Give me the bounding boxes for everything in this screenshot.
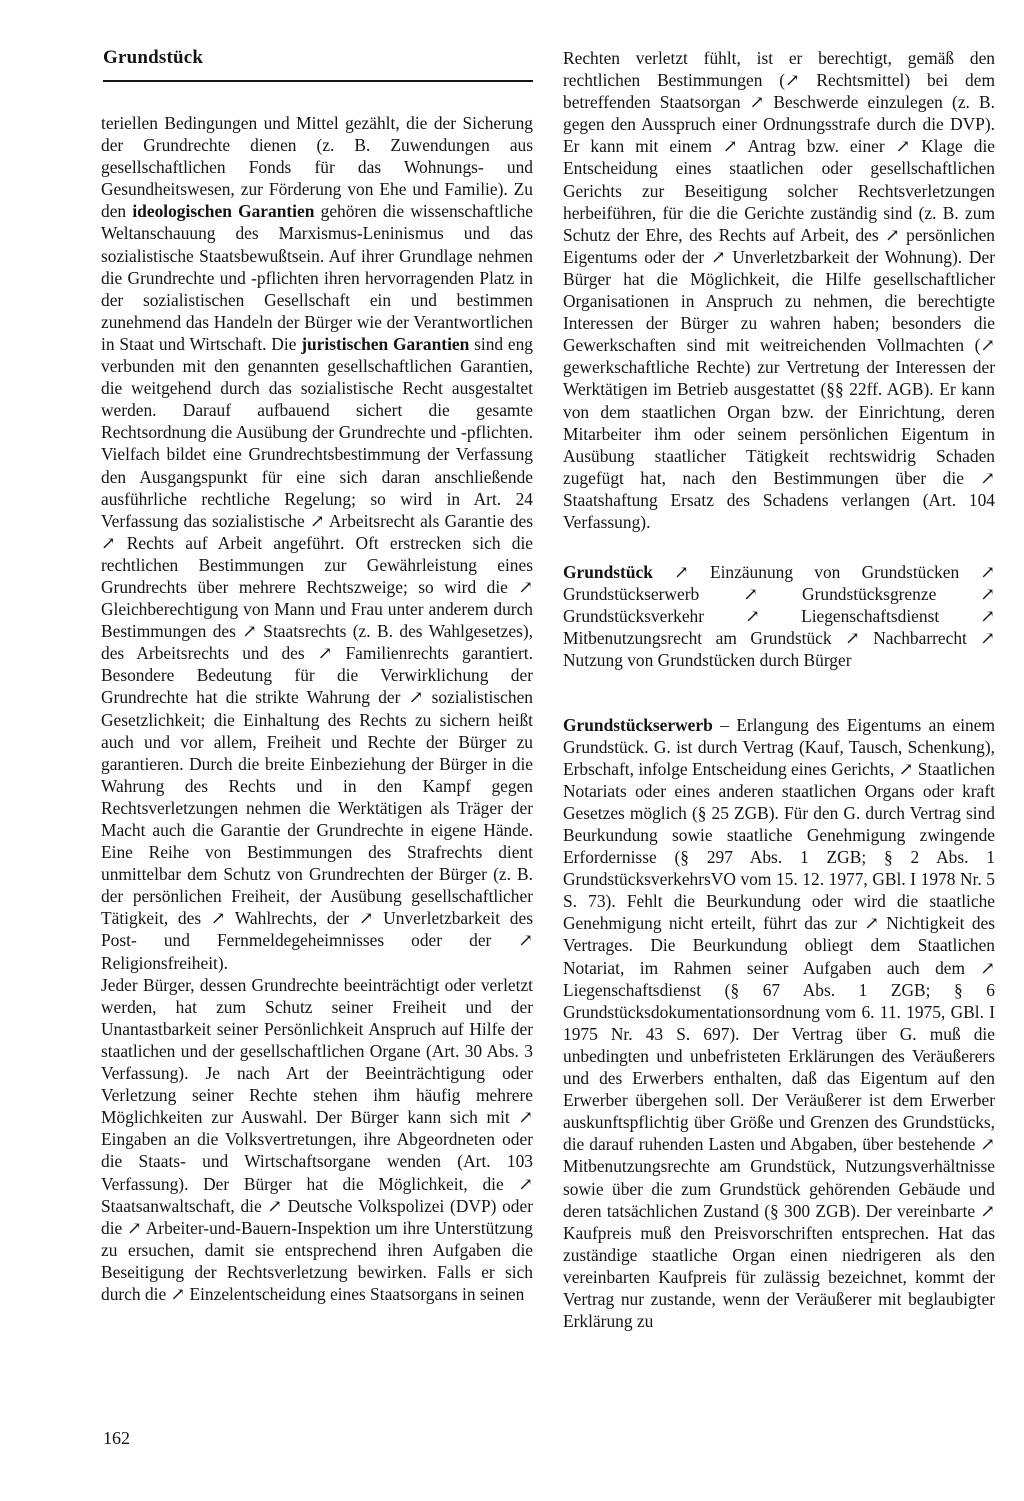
left-column: [101, 112, 533, 1305]
spacer: [563, 672, 995, 714]
paragraph-citizen-rights: Jeder Bürger, dessen Grundrechte beeinträchtigt oder verletzt werden, hat zum Schutz seiner Freiheit und der Unantastbarkeit seiner Persönlichkeit Anspruch auf Hilfe der staatlichen und der gesellschaftlichen Organe (Art. 30 Abs. 3 Verfassung). Je nach Art der Beeinträchtigung oder Verletzung seiner Rechte stehen ihm häufig mehrere Möglichkeiten zur Auswahl. Der Bürger kann sich mit ↗ Eingaben an die Volksvertretungen, ihre Abgeordneten oder die Staats- und Wirtschaftsorgane wenden (Art. 103 Verfassung). Der Bürger hat die Möglichkeit, die ↗ Staatsanwaltschaft, die ↗ Deutsche Volkspolizei (DVP) oder die ↗ Arbeiter-und-Bauern-Inspektion um ihre Unterstützung zu ersuchen, damit sie entsprechend ihren Aufgaben die Beseitigung der Rechtsverletzung bewirken. Falls er sich durch die ↗ Einzelentscheidung eines Staatsorgans in seinen: [101, 974, 533, 1304]
text-run: gehören die wissenschaftliche Weltanschauung des Marxismus-Leninismus und das sozialistische Staatsbewußtsein. Auf ihrer Grundlage nehmen die Grundrechte und -pflichten ihren hervorragenden Platz in der sozialistischen Gesellschaft ein und bestimmen zunehmend das Handeln der Bürger wie der Verantwortlichen in Staat und Wirtschaft. Die: [101, 201, 533, 354]
text-run: sind eng verbunden mit den genannten gesellschaftlichen Garantien, die weitgehend durch das sozialistische Recht ausgestaltet werden. Darauf aufbauend sichert die gesamte Rechtsordnung die Ausübung der Grundrechte und -pflichten. Vielfach bildet eine Grundrechtsbestimmung der Verfassung den Ausgangspunkt für eine sich daran anschließende ausführliche rechtliche Regelung; so wird in Art. 24 Verfassung das sozialistische ↗ Arbeitsrecht als Garantie des ↗ Rechts auf Arbeit angeführt. Oft erstrecken sich die rechtlichen Bestimmungen zur Gewährleistung eines Grundrechts über mehrere Rechtszweige; so wird die ↗ Gleichberechtigung von Mann und Frau unter anderem durch Bestimmungen des ↗ Staatsrechts (z. B. des Wahlgesetzes), des Arbeitsrechts und des ↗ Familienrechts garantiert. Besondere Bedeutung für die Verwirklichung der Grundrechte hat die strikte Wahrung der ↗ sozialistischen Gesetzlichkeit; die Einhaltung des Rechts zu sichern heißt auch und vor allem, Freiheit und Rechte der Bürger zu garantieren. Durch die breite Einbeziehung der Bürger in die Wahrung des Rechts und in den Kampf gegen Rechtsverletzungen nehmen die Werktätigen als Träger der Macht auch die Garantie der Grundrechte in eigene Hände. Eine Reihe von Bestimmungen des Strafrechts dient unmittelbar dem Schutz von Grundrechten der Bürger (z. B. der persönlichen Freiheit, der Ausübung gesellschaftlicher Tätigkeit, des ↗ Wahlrechts, der ↗ Unverletzbarkeit des Post- und Fernmeldegeheimnisses oder der ↗ Religionsfreiheit).: [101, 333, 533, 973]
running-header: Grundstück: [103, 47, 204, 68]
entry-headword: Grundstückserwerb: [563, 714, 713, 735]
entry-grundstueck: [563, 561, 995, 671]
page-number: 162: [103, 1428, 130, 1448]
paragraph-continuation: Rechten verletzt fühlt, ist er berechtigt, gemäß den rechtlichen Bestimmungen (↗ Rechtsmittel) bei dem betreffenden Staatsorgan ↗ Beschwerde einzulegen (z. B. gegen den Ausspruch einer Ordnungsstrafe durch die DVP). Er kann mit einem ↗ Antrag bzw. einer ↗ Klage die Entscheidung eines staatlichen oder gesellschaftlichen Gerichts zur Beseitigung solcher Rechtsverletzungen herbeiführen, für die die Gerichte zuständig sind (z. B. zum Schutz der Ehre, des Rechts auf Arbeit, des ↗ persönlichen Eigentums oder der ↗ Unverletzbarkeit der Wohnung). Der Bürger hat die Möglichkeit, die Hilfe gesellschaftlicher Organisationen in Anspruch zu nehmen, die berechtigte Interessen der Bürger zu wahren haben; besonders die Gewerkschaften sind mit weitreichenden Vollmachten (↗ gewerkschaftliche Rechte) zur Vertretung der Interessen der Werktätigen im Betrieb ausgestattet (§§ 22ff. AGB). Er kann von dem staatlichen Organ bzw. der Einrichtung, deren Mitarbeiter ihm oder seinem persönlichen Eigentum in Ausübung staatlicher Tätigkeit rechtswidrig Schaden zugefügt hat, nach den Bestimmungen über die ↗ Staatshaftung Ersatz des Schadens verlangen (Art. 104 Verfassung).: [563, 48, 995, 532]
bold-term: ideologischen Garantien: [132, 201, 315, 222]
entry-grundstueckserwerb: [563, 714, 995, 1333]
spacer: [563, 533, 995, 561]
paragraph-guarantees: [101, 112, 533, 974]
text-run: teriellen Bedingungen und Mittel gezählt, die der Sicherung der Grundrechte dienen (z. B. Zuwendungen aus gesellschaftlichen Fonds für das Wohnungs- und Gesundheitswesen, zur Förderung von Ehe und Familie). Zu den: [101, 113, 533, 222]
entry-body: ↗ Einzäunung von Grundstücken ↗ Grundstückserwerb ↗ Grundstücksgrenze ↗ Grundstücksverkehr ↗ Liegenschaftsdienst ↗ Mitbenutzungsrecht am Grundstück ↗ Nachbarrecht ↗ Nutzung von Grundstücken durch Bürger: [563, 562, 995, 671]
right-column: [563, 47, 995, 1332]
header-rule: [103, 80, 533, 82]
entry-body: – Erlangung des Eigentums an einem Grundstück. G. ist durch Vertrag (Kauf, Tausch, Schenkung), Erbschaft, infolge Entscheidung eines Gerichts, ↗ Staatlichen Notariats oder eines anderen staatlichen Organs oder kraft Gesetzes möglich (§ 25 ZGB). Für den G. durch Vertrag sind Beurkundung sowie staatliche Genehmigung zwingende Erfordernisse (§ 297 Abs. 1 ZGB; § 2 Abs. 1 GrundstücksverkehrsVO vom 15. 12. 1977, GBl. I 1978 Nr. 5 S. 73). Fehlt die Beurkundung oder wird die staatliche Genehmigung nicht erteilt, führt das zur ↗ Nichtigkeit des Vertrages. Die Beurkundung obliegt dem Staatlichen Notariat, im Rahmen seiner Aufgaben auch dem ↗ Liegenschaftsdienst (§ 67 Abs. 1 ZGB; § 6 Grundstücksdokumentationsordnung vom 6. 11. 1975, GBl. I 1975 Nr. 43 S. 697). Der Vertrag über G. muß die unbedingten und unbefristeten Erklärungen des Veräußerers und des Erwerbers enthalten, daß das Eigentum auf den Erwerber übergehen soll. Der Veräußerer ist dem Erwerber auskunftspflichtig über Größe und Grenzen des Grundstücks, die darauf ruhenden Lasten und Abgaben, über bestehende ↗ Mitbenutzungsrechte am Grundstück, Nutzungsverhältnisse sowie über die zum Grundstück gehörenden Gebäude und deren tatsächlichen Zustand (§ 300 ZGB). Der vereinbarte ↗ Kaufpreis muß den Preisvorschriften entsprechen. Hat das zuständige staatliche Organ einen niedrigeren als den vereinbarten Kaufpreis für zulässig bezeichnet, kommt der Vertrag nur zustande, wenn der Veräußerer mit beglaubigter Erklärung zu: [563, 714, 995, 1332]
bold-term: juristischen Garantien: [301, 333, 470, 354]
entry-headword: Grundstück: [563, 562, 653, 583]
